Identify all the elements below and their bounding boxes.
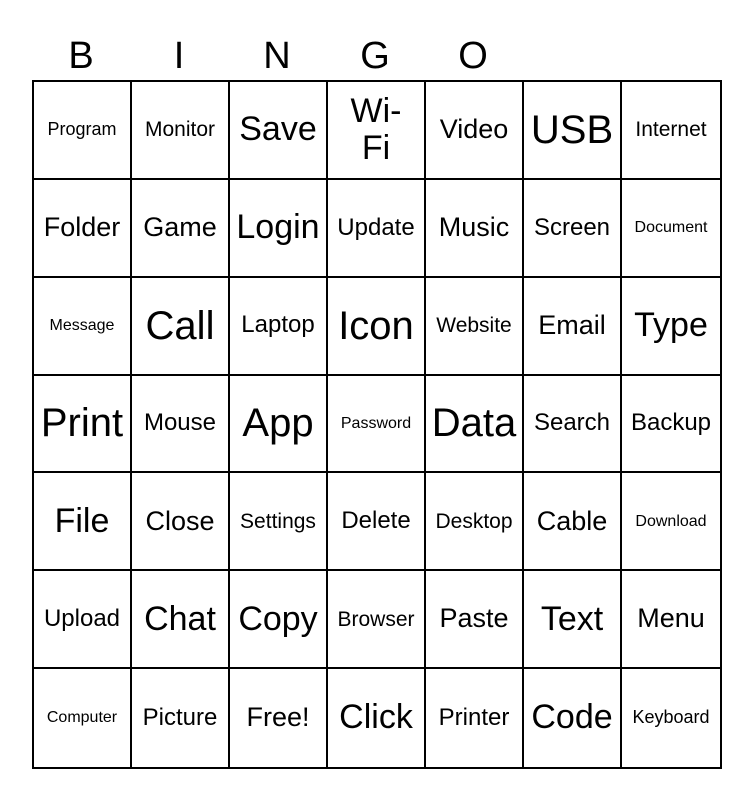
bingo-cell[interactable]: Computer bbox=[34, 669, 132, 767]
bingo-cell[interactable]: Website bbox=[426, 278, 524, 376]
bingo-cell[interactable]: Call bbox=[132, 278, 230, 376]
bingo-cell[interactable]: Monitor bbox=[132, 82, 230, 180]
bingo-cell[interactable]: Cable bbox=[524, 473, 622, 571]
bingo-cell[interactable]: Data bbox=[426, 376, 524, 474]
bingo-cell[interactable]: Wi-Fi bbox=[328, 82, 426, 180]
bingo-cell[interactable]: Update bbox=[328, 180, 426, 278]
bingo-cell[interactable]: File bbox=[34, 473, 132, 571]
bingo-cell[interactable]: Upload bbox=[34, 571, 132, 669]
bingo-cell[interactable]: Email bbox=[524, 278, 622, 376]
bingo-cell[interactable]: Code bbox=[524, 669, 622, 767]
bingo-card-grid bbox=[32, 80, 722, 769]
bingo-cell[interactable]: Keyboard bbox=[632, 707, 710, 728]
bingo-cell[interactable]: Backup bbox=[622, 376, 720, 474]
bingo-cell[interactable]: Folder bbox=[34, 180, 132, 278]
bingo-cell[interactable]: Settings bbox=[230, 473, 328, 571]
bingo-cell[interactable]: Copy bbox=[230, 571, 328, 669]
bingo-cell[interactable]: Document bbox=[622, 180, 720, 278]
bingo-cell[interactable]: Picture bbox=[132, 669, 230, 767]
bingo-cell[interactable]: Delete bbox=[328, 473, 426, 571]
bingo-cell[interactable]: Video bbox=[426, 82, 524, 180]
bingo-cell[interactable]: App bbox=[230, 376, 328, 474]
bingo-cell[interactable]: Download bbox=[622, 473, 720, 571]
header-letter-o: O bbox=[458, 35, 488, 77]
bingo-cell[interactable]: Click bbox=[328, 669, 426, 767]
bingo-cell[interactable]: Save bbox=[230, 82, 328, 180]
bingo-cell[interactable]: Type bbox=[622, 278, 720, 376]
header-letter-n: N bbox=[263, 35, 291, 77]
bingo-cell[interactable]: Laptop bbox=[230, 278, 328, 376]
bingo-cell[interactable]: Game bbox=[132, 180, 230, 278]
bingo-cell[interactable]: USB bbox=[524, 82, 622, 180]
header-letter-b: B bbox=[68, 35, 94, 77]
bingo-cell[interactable]: Internet bbox=[622, 82, 720, 180]
bingo-cell-free-space[interactable]: Free! bbox=[230, 669, 328, 767]
bingo-cell[interactable]: Screen bbox=[524, 180, 622, 278]
bingo-cell[interactable]: Mouse bbox=[132, 376, 230, 474]
bingo-cell[interactable]: Login bbox=[230, 180, 328, 278]
bingo-cell[interactable]: Chat bbox=[132, 571, 230, 669]
bingo-cell[interactable]: Program bbox=[34, 82, 132, 180]
bingo-cell[interactable]: Music bbox=[426, 180, 524, 278]
bingo-cell[interactable]: Menu bbox=[622, 571, 720, 669]
bingo-cell[interactable]: Password bbox=[328, 376, 426, 474]
bingo-cell[interactable]: Icon bbox=[328, 278, 426, 376]
bingo-cell[interactable]: Message bbox=[34, 278, 132, 376]
bingo-cell[interactable]: Browser bbox=[328, 571, 426, 669]
bingo-cell[interactable]: Search bbox=[524, 376, 622, 474]
bingo-cell[interactable]: Print bbox=[34, 376, 132, 474]
header-letter-i: I bbox=[173, 35, 185, 77]
bingo-cell[interactable]: Printer bbox=[426, 669, 524, 767]
bingo-cell[interactable]: Desktop bbox=[426, 473, 524, 571]
bingo-cell[interactable]: Paste bbox=[426, 571, 524, 669]
header-letter-g: G bbox=[360, 35, 390, 77]
bingo-cell[interactable]: Close bbox=[132, 473, 230, 571]
bingo-cell[interactable]: Text bbox=[524, 571, 622, 669]
bingo-header bbox=[32, 34, 522, 78]
